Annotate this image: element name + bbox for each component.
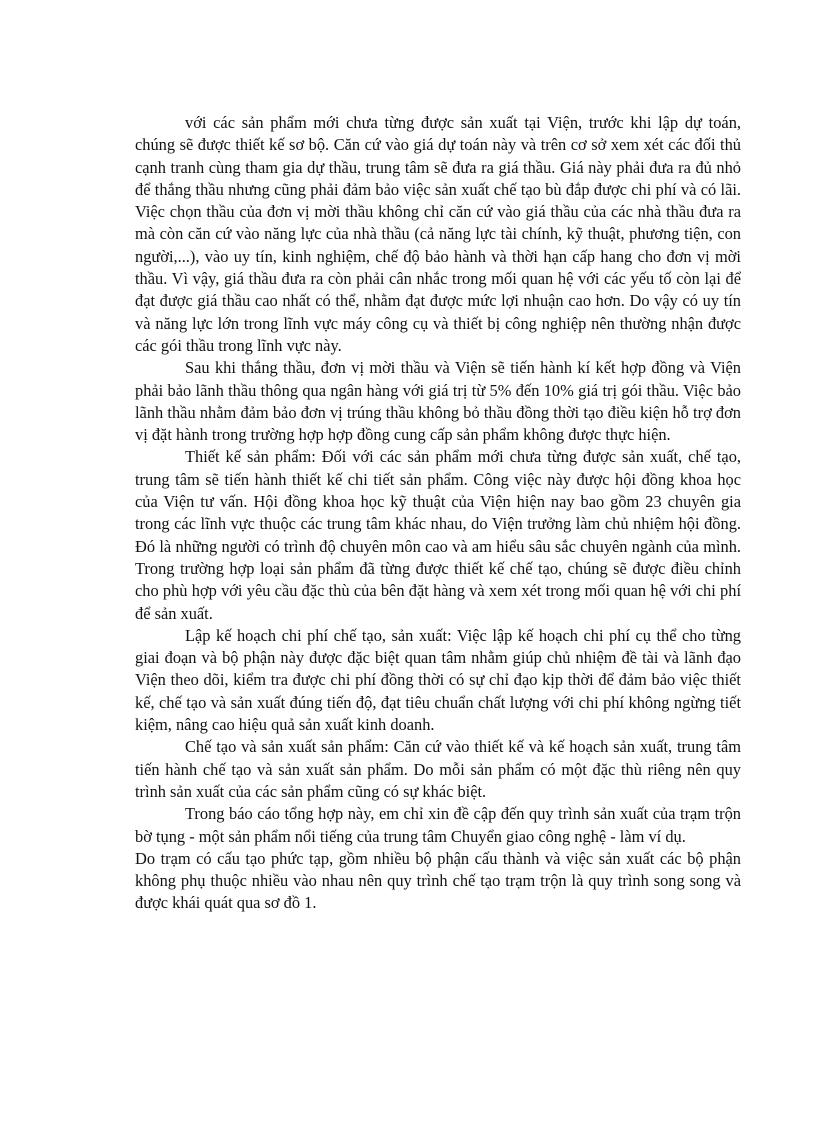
paragraph-report-scope: Trong báo cáo tổng hợp này, em chỉ xin đề cập đến quy trình sản xuất của trạm trộn bờ tụng - một sản phẩm nổi tiếng của trung tâm Chuyển giao công nghệ - làm ví dụ. [135,804,741,846]
paragraph-parallel-process: Do trạm có cấu tạo phức tạp, gồm nhiều bộ phận cấu thành và việc sản xuất các bộ phận không phụ thuộc nhiều vào nhau nên quy trình chế tạo trạm trộn là quy trình song song và được khái quát qua sơ đồ 1. [135,848,741,913]
document-page [135,112,741,915]
paragraph-bidding: với các sản phẩm mới chưa từng được sản xuất tại Viện, trước khi lập dự toán, chúng sẽ được thiết kế sơ bộ. Căn cứ vào giá dự toán này và trên cơ sở xem xét các đối thủ cạnh tranh cùng tham gia dự thầu, trung tâm sẽ đưa ra giá thầu. Giá này phải đưa ra đủ nhỏ để thắng thầu nhưng cũng phải đảm bảo việc sản xuất chế tạo bù đắp được chi phí và có lãi. Việc chọn thầu của đơn vị mời thầu không chỉ căn cứ vào giá thầu của các nhà thầu đưa ra mà còn căn cứ vào năng lực của nhà thầu (cả năng lực tài chính, kỹ thuật, phương tiện, con người,...), vào uy tín, kinh nghiệm, chế độ bảo hành và thời hạn cấp hang cho đơn vị mời thầu. Vì vậy, giá thầu đưa ra còn phải cân nhắc trong mối quan hệ với các yếu tố còn lại để đạt được giá thầu cao nhất có thể, nhằm đạt được mức lợi nhuận cao hơn. Do vậy có uy tín và năng lực lớn trong lĩnh vực máy công cụ và thiết bị công nghiệp nên thường nhận được các gói thầu trong lĩnh vực này. [135,113,741,355]
paragraph-product-design: Thiết kế sản phẩm: Đối với các sản phẩm mới chưa từng được sản xuất, chế tạo, trung tâm sẽ tiến hành thiết kế chi tiết sản phẩm. Công việc này được hội đồng khoa học của Viện tư vấn. Hội đồng khoa học kỹ thuật của Viện hiện nay bao gồm 23 chuyên gia trong các lĩnh vực thuộc các trung tâm khác nhau, do Viện trưởng làm chủ nhiệm hội đồng. Đó là những người có trình độ chuyên môn cao và am hiểu sâu sắc chuyên ngành của mình. Trong trường hợp loại sản phẩm đã từng được thiết kế chế tạo, chúng sẽ được điều chỉnh cho phù hợp với yêu cầu đặc thù của bên đặt hàng và xem xét trong mối quan hệ với chi phí để sản xuất. [135,447,741,623]
paragraph-cost-planning: Lập kế hoạch chi phí chế tạo, sản xuất: Việc lập kế hoạch chi phí cụ thể cho từng giai đoạn và bộ phận này được đặc biệt quan tâm nhằm giúp chủ nhiệm đề tài và lãnh đạo Viện theo dõi, kiểm tra được chi phí đồng thời có sự chỉ đạo kịp thời để đảm bảo việc thiết kế, chế tạo và sản xuất đúng tiến độ, đạt tiêu chuẩn chất lượng với chi phí không ngừng tiết kiệm, nâng cao hiệu quả sản xuất kinh doanh. [135,625,741,735]
paragraph-contract-guarantee: Sau khi thắng thầu, đơn vị mời thầu và Viện sẽ tiến hành kí kết hợp đồng và Viện phải bảo lãnh thầu thông qua ngân hàng với giá trị từ 5% đến 10% giá trị gói thầu. Việc bảo lãnh thầu nhằm đảm bảo đơn vị trúng thầu không bỏ thầu đồng thời tạo điều kiện hỗ trợ đơn vị đặt hành trong trường hợp hợp đồng cung cấp sản phẩm không được thực hiện. [135,358,741,445]
paragraph-manufacturing: Chế tạo và sản xuất sản phẩm: Căn cứ vào thiết kế và kế hoạch sản xuất, trung tâm tiến hành chế tạo và sản xuất sản phẩm. Do mỗi sản phẩm có một đặc thù riêng nên quy trình sản xuất của các sản phẩm cũng có sự khác biệt. [135,737,741,801]
